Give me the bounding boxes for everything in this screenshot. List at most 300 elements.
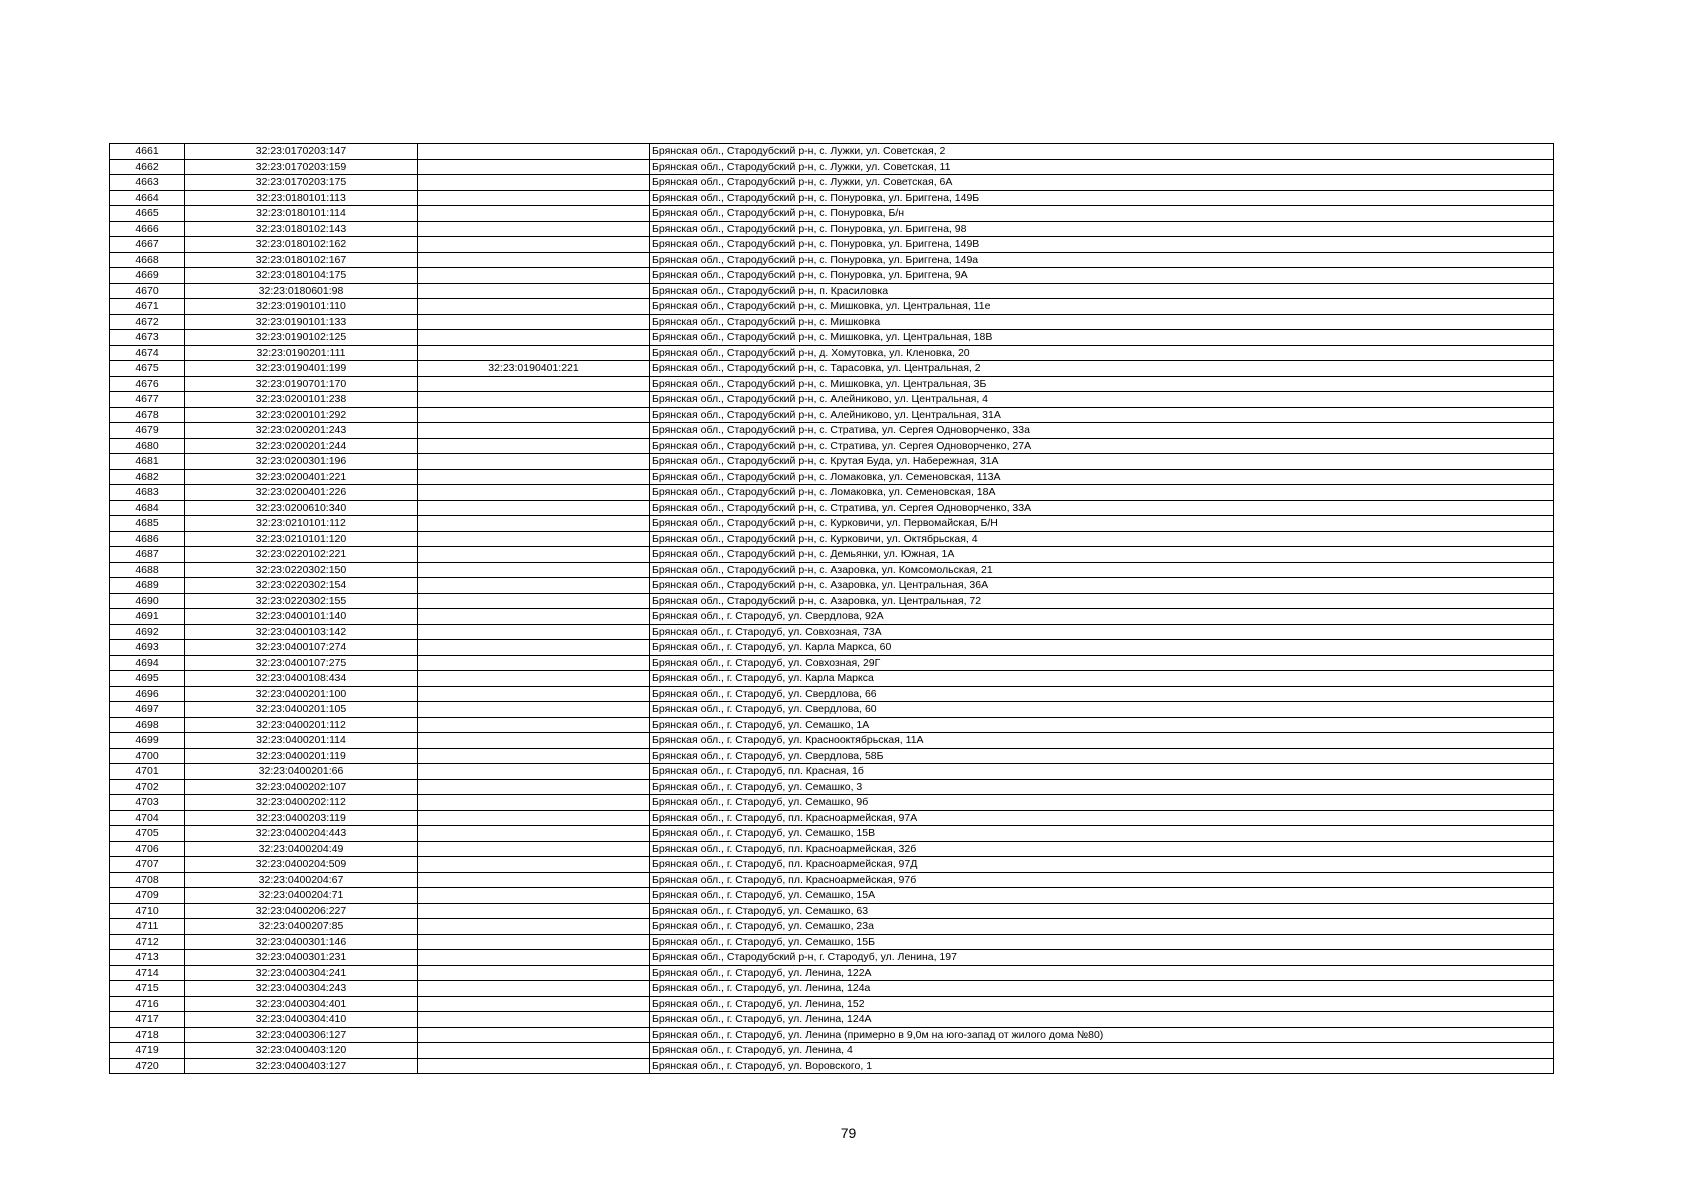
address-cell: Брянская обл., Стародубский р-н, с. Стратива, ул. Сергея Одноворченко, 33А xyxy=(650,500,1554,516)
row-number-cell: 4714 xyxy=(110,965,185,981)
cadastral-number-cell: 32:23:0190102:125 xyxy=(185,330,418,346)
related-cadastral-number-cell xyxy=(418,888,650,904)
address-cell: Брянская обл., г. Стародуб, ул. Свердлова, 58Б xyxy=(650,748,1554,764)
address-cell: Брянская обл., Стародубский р-н, г. Стародуб, ул. Ленина, 197 xyxy=(650,950,1554,966)
table-row xyxy=(110,221,1554,237)
related-cadastral-number-cell xyxy=(418,826,650,842)
cadastral-number-cell: 32:23:0220102:221 xyxy=(185,547,418,563)
cadastral-number-cell: 32:23:0200101:292 xyxy=(185,407,418,423)
row-number-cell: 4689 xyxy=(110,578,185,594)
cadastral-number-cell: 32:23:0400201:114 xyxy=(185,733,418,749)
table-row xyxy=(110,562,1554,578)
table-row xyxy=(110,919,1554,935)
row-number-cell: 4683 xyxy=(110,485,185,501)
address-cell: Брянская обл., г. Стародуб, ул. Свердлова, 66 xyxy=(650,686,1554,702)
row-number-cell: 4671 xyxy=(110,299,185,315)
cadastral-number-cell: 32:23:0400204:71 xyxy=(185,888,418,904)
table-row xyxy=(110,640,1554,656)
cadastral-number-cell: 32:23:0400103:142 xyxy=(185,624,418,640)
address-cell: Брянская обл., Стародубский р-н, с. Тарасовка, ул. Центральная, 2 xyxy=(650,361,1554,377)
cadastral-number-cell: 32:23:0220302:154 xyxy=(185,578,418,594)
row-number-cell: 4675 xyxy=(110,361,185,377)
related-cadastral-number-cell xyxy=(418,609,650,625)
table-row xyxy=(110,516,1554,532)
related-cadastral-number-cell xyxy=(418,407,650,423)
related-cadastral-number-cell xyxy=(418,423,650,439)
cadastral-number-cell: 32:23:0180102:143 xyxy=(185,221,418,237)
related-cadastral-number-cell xyxy=(418,562,650,578)
address-cell: Брянская обл., г. Стародуб, ул. Воровского, 1 xyxy=(650,1058,1554,1074)
row-number-cell: 4670 xyxy=(110,283,185,299)
address-cell: Брянская обл., Стародубский р-н, с. Мишковка, ул. Центральная, 3Б xyxy=(650,376,1554,392)
cadastral-number-cell: 32:23:0400403:127 xyxy=(185,1058,418,1074)
row-number-cell: 4674 xyxy=(110,345,185,361)
table-row xyxy=(110,314,1554,330)
row-number-cell: 4678 xyxy=(110,407,185,423)
address-cell: Брянская обл., г. Стародуб, ул. Семашко, 15А xyxy=(650,888,1554,904)
related-cadastral-number-cell xyxy=(418,810,650,826)
related-cadastral-number-cell xyxy=(418,857,650,873)
row-number-cell: 4666 xyxy=(110,221,185,237)
cadastral-number-cell: 32:23:0400301:146 xyxy=(185,934,418,950)
table-row xyxy=(110,159,1554,175)
cadastral-number-cell: 32:23:0400101:140 xyxy=(185,609,418,625)
table-row xyxy=(110,686,1554,702)
row-number-cell: 4720 xyxy=(110,1058,185,1074)
table-row xyxy=(110,764,1554,780)
related-cadastral-number-cell xyxy=(418,299,650,315)
row-number-cell: 4680 xyxy=(110,438,185,454)
related-cadastral-number-cell xyxy=(418,965,650,981)
address-cell: Брянская обл., Стародубский р-н, д. Хомутовка, ул. Кленовка, 20 xyxy=(650,345,1554,361)
cadastral-number-cell: 32:23:0180101:113 xyxy=(185,190,418,206)
cadastral-number-cell: 32:23:0170203:175 xyxy=(185,175,418,191)
cadastral-number-cell: 32:23:0400201:100 xyxy=(185,686,418,702)
row-number-cell: 4717 xyxy=(110,1012,185,1028)
related-cadastral-number-cell xyxy=(418,764,650,780)
cadastral-number-cell: 32:23:0200201:244 xyxy=(185,438,418,454)
table-row xyxy=(110,717,1554,733)
cadastral-number-cell: 32:23:0400207:85 xyxy=(185,919,418,935)
row-number-cell: 4681 xyxy=(110,454,185,470)
table-row xyxy=(110,578,1554,594)
cadastral-number-cell: 32:23:0170203:159 xyxy=(185,159,418,175)
related-cadastral-number-cell xyxy=(418,206,650,222)
related-cadastral-number-cell xyxy=(418,795,650,811)
row-number-cell: 4707 xyxy=(110,857,185,873)
cadastral-number-cell: 32:23:0210101:120 xyxy=(185,531,418,547)
related-cadastral-number-cell xyxy=(418,1012,650,1028)
address-cell: Брянская обл., г. Стародуб, ул. Семашко, 15Б xyxy=(650,934,1554,950)
row-number-cell: 4696 xyxy=(110,686,185,702)
related-cadastral-number-cell xyxy=(418,438,650,454)
address-cell: Брянская обл., Стародубский р-н, с. Лужки, ул. Советская, 11 xyxy=(650,159,1554,175)
related-cadastral-number-cell xyxy=(418,330,650,346)
table-row xyxy=(110,841,1554,857)
table-row xyxy=(110,1012,1554,1028)
row-number-cell: 4676 xyxy=(110,376,185,392)
address-cell: Брянская обл., г. Стародуб, пл. Красноармейская, 97б xyxy=(650,872,1554,888)
related-cadastral-number-cell xyxy=(418,376,650,392)
cadastral-number-cell: 32:23:0190401:199 xyxy=(185,361,418,377)
related-cadastral-number-cell xyxy=(418,516,650,532)
related-cadastral-number-cell xyxy=(418,531,650,547)
row-number-cell: 4691 xyxy=(110,609,185,625)
row-number-cell: 4704 xyxy=(110,810,185,826)
related-cadastral-number-cell xyxy=(418,640,650,656)
table-row xyxy=(110,1043,1554,1059)
related-cadastral-number-cell xyxy=(418,934,650,950)
table-row xyxy=(110,903,1554,919)
related-cadastral-number-cell xyxy=(418,345,650,361)
table-row xyxy=(110,671,1554,687)
register-table xyxy=(109,143,1554,1074)
cadastral-number-cell: 32:23:0400203:119 xyxy=(185,810,418,826)
address-cell: Брянская обл., г. Стародуб, ул. Ленина, 4 xyxy=(650,1043,1554,1059)
address-cell: Брянская обл., Стародубский р-н, с. Понуровка, ул. Бриггена, 149а xyxy=(650,252,1554,268)
address-cell: Брянская обл., г. Стародуб, ул. Свердлова, 92А xyxy=(650,609,1554,625)
address-cell: Брянская обл., г. Стародуб, пл. Красноармейская, 32б xyxy=(650,841,1554,857)
row-number-cell: 4687 xyxy=(110,547,185,563)
row-number-cell: 4684 xyxy=(110,500,185,516)
cadastral-number-cell: 32:23:0170203:147 xyxy=(185,144,418,160)
cadastral-number-cell: 32:23:0400204:67 xyxy=(185,872,418,888)
related-cadastral-number-cell xyxy=(418,221,650,237)
related-cadastral-number-cell xyxy=(418,903,650,919)
related-cadastral-number-cell xyxy=(418,702,650,718)
row-number-cell: 4711 xyxy=(110,919,185,935)
table-row xyxy=(110,888,1554,904)
table-row xyxy=(110,175,1554,191)
related-cadastral-number-cell xyxy=(418,686,650,702)
address-cell: Брянская обл., г. Стародуб, ул. Ленина, 122А xyxy=(650,965,1554,981)
cadastral-number-cell: 32:23:0400204:443 xyxy=(185,826,418,842)
row-number-cell: 4706 xyxy=(110,841,185,857)
table-row xyxy=(110,593,1554,609)
related-cadastral-number-cell xyxy=(418,283,650,299)
address-cell: Брянская обл., г. Стародуб, ул. Семашко, 63 xyxy=(650,903,1554,919)
table-row xyxy=(110,469,1554,485)
address-cell: Брянская обл., г. Стародуб, пл. Красноармейская, 97Д xyxy=(650,857,1554,873)
row-number-cell: 4719 xyxy=(110,1043,185,1059)
table-row xyxy=(110,547,1554,563)
address-cell: Брянская обл., Стародубский р-н, с. Лужки, ул. Советская, 6А xyxy=(650,175,1554,191)
table-row xyxy=(110,345,1554,361)
page-number: 79 xyxy=(840,1125,857,1141)
row-number-cell: 4702 xyxy=(110,779,185,795)
cadastral-number-cell: 32:23:0180601:98 xyxy=(185,283,418,299)
address-cell: Брянская обл., Стародубский р-н, с. Мишковка, ул. Центральная, 18В xyxy=(650,330,1554,346)
table-row xyxy=(110,810,1554,826)
table-row xyxy=(110,376,1554,392)
row-number-cell: 4700 xyxy=(110,748,185,764)
row-number-cell: 4665 xyxy=(110,206,185,222)
address-cell: Брянская обл., Стародубский р-н, с. Мишковка xyxy=(650,314,1554,330)
related-cadastral-number-cell xyxy=(418,454,650,470)
related-cadastral-number-cell xyxy=(418,500,650,516)
row-number-cell: 4708 xyxy=(110,872,185,888)
row-number-cell: 4694 xyxy=(110,655,185,671)
cadastral-number-cell: 32:23:0400201:119 xyxy=(185,748,418,764)
address-cell: Брянская обл., г. Стародуб, ул. Карла Маркса, 60 xyxy=(650,640,1554,656)
table-row xyxy=(110,407,1554,423)
cadastral-number-cell: 32:23:0180102:162 xyxy=(185,237,418,253)
related-cadastral-number-cell xyxy=(418,1043,650,1059)
address-cell: Брянская обл., г. Стародуб, ул. Совхозная, 29Г xyxy=(650,655,1554,671)
address-cell: Брянская обл., Стародубский р-н, п. Красиловка xyxy=(650,283,1554,299)
cadastral-number-cell: 32:23:0400206:227 xyxy=(185,903,418,919)
address-cell: Брянская обл., Стародубский р-н, с. Лужки, ул. Советская, 2 xyxy=(650,144,1554,160)
address-cell: Брянская обл., г. Стародуб, ул. Ленина, 152 xyxy=(650,996,1554,1012)
cadastral-number-cell: 32:23:0220302:150 xyxy=(185,562,418,578)
row-number-cell: 4695 xyxy=(110,671,185,687)
related-cadastral-number-cell xyxy=(418,1027,650,1043)
related-cadastral-number-cell xyxy=(418,1058,650,1074)
row-number-cell: 4698 xyxy=(110,717,185,733)
table-row xyxy=(110,872,1554,888)
cadastral-number-cell: 32:23:0200610:340 xyxy=(185,500,418,516)
address-cell: Брянская обл., г. Стародуб, ул. Ленина, 124а xyxy=(650,981,1554,997)
address-cell: Брянская обл., г. Стародуб, ул. Ленина, 124А xyxy=(650,1012,1554,1028)
table-row xyxy=(110,392,1554,408)
row-number-cell: 4661 xyxy=(110,144,185,160)
cadastral-number-cell: 32:23:0400107:274 xyxy=(185,640,418,656)
related-cadastral-number-cell xyxy=(418,252,650,268)
row-number-cell: 4699 xyxy=(110,733,185,749)
cadastral-number-cell: 32:23:0400304:401 xyxy=(185,996,418,1012)
row-number-cell: 4688 xyxy=(110,562,185,578)
table-row xyxy=(110,500,1554,516)
row-number-cell: 4710 xyxy=(110,903,185,919)
row-number-cell: 4716 xyxy=(110,996,185,1012)
table-row xyxy=(110,330,1554,346)
related-cadastral-number-cell xyxy=(418,593,650,609)
cadastral-number-cell: 32:23:0200401:221 xyxy=(185,469,418,485)
cadastral-number-cell: 32:23:0400201:105 xyxy=(185,702,418,718)
related-cadastral-number-cell xyxy=(418,268,650,284)
table-row xyxy=(110,733,1554,749)
row-number-cell: 4664 xyxy=(110,190,185,206)
cadastral-number-cell: 32:23:0400202:107 xyxy=(185,779,418,795)
table-row xyxy=(110,252,1554,268)
table-row xyxy=(110,981,1554,997)
table-row xyxy=(110,283,1554,299)
table-row xyxy=(110,190,1554,206)
cadastral-number-cell: 32:23:0180102:167 xyxy=(185,252,418,268)
related-cadastral-number-cell xyxy=(418,159,650,175)
related-cadastral-number-cell xyxy=(418,655,650,671)
row-number-cell: 4715 xyxy=(110,981,185,997)
register-table-body xyxy=(110,144,1554,1074)
address-cell: Брянская обл., Стародубский р-н, с. Понуровка, ул. Бриггена, 149В xyxy=(650,237,1554,253)
row-number-cell: 4712 xyxy=(110,934,185,950)
cadastral-number-cell: 32:23:0400107:275 xyxy=(185,655,418,671)
address-cell: Брянская обл., Стародубский р-н, с. Крутая Буда, ул. Набережная, 31А xyxy=(650,454,1554,470)
related-cadastral-number-cell xyxy=(418,469,650,485)
row-number-cell: 4679 xyxy=(110,423,185,439)
row-number-cell: 4705 xyxy=(110,826,185,842)
related-cadastral-number-cell xyxy=(418,671,650,687)
row-number-cell: 4686 xyxy=(110,531,185,547)
address-cell: Брянская обл., г. Стародуб, ул. Семашко, 15В xyxy=(650,826,1554,842)
table-row xyxy=(110,361,1554,377)
row-number-cell: 4693 xyxy=(110,640,185,656)
row-number-cell: 4690 xyxy=(110,593,185,609)
address-cell: Брянская обл., Стародубский р-н, с. Азаровка, ул. Комсомольская, 21 xyxy=(650,562,1554,578)
address-cell: Брянская обл., г. Стародуб, пл. Красноармейская, 97А xyxy=(650,810,1554,826)
cadastral-number-cell: 32:23:0400304:410 xyxy=(185,1012,418,1028)
address-cell: Брянская обл., Стародубский р-н, с. Алейниково, ул. Центральная, 31А xyxy=(650,407,1554,423)
address-cell: Брянская обл., Стародубский р-н, с. Стратива, ул. Сергея Одноворченко, 33а xyxy=(650,423,1554,439)
row-number-cell: 4667 xyxy=(110,237,185,253)
cadastral-number-cell: 32:23:0400201:112 xyxy=(185,717,418,733)
row-number-cell: 4713 xyxy=(110,950,185,966)
row-number-cell: 4718 xyxy=(110,1027,185,1043)
related-cadastral-number-cell xyxy=(418,578,650,594)
related-cadastral-number-cell xyxy=(418,950,650,966)
table-row xyxy=(110,1027,1554,1043)
related-cadastral-number-cell xyxy=(418,748,650,764)
row-number-cell: 4662 xyxy=(110,159,185,175)
table-row xyxy=(110,268,1554,284)
table-row xyxy=(110,702,1554,718)
table-row xyxy=(110,965,1554,981)
address-cell: Брянская обл., г. Стародуб, ул. Свердлова, 60 xyxy=(650,702,1554,718)
related-cadastral-number-cell xyxy=(418,175,650,191)
cadastral-number-cell: 32:23:0400304:243 xyxy=(185,981,418,997)
row-number-cell: 4668 xyxy=(110,252,185,268)
row-number-cell: 4672 xyxy=(110,314,185,330)
row-number-cell: 4669 xyxy=(110,268,185,284)
row-number-cell: 4692 xyxy=(110,624,185,640)
row-number-cell: 4685 xyxy=(110,516,185,532)
cadastral-number-cell: 32:23:0400108:434 xyxy=(185,671,418,687)
cadastral-number-cell: 32:23:0180104:175 xyxy=(185,268,418,284)
address-cell: Брянская обл., Стародубский р-н, с. Мишковка, ул. Центральная, 11е xyxy=(650,299,1554,315)
address-cell: Брянская обл., Стародубский р-н, с. Азаровка, ул. Центральная, 36А xyxy=(650,578,1554,594)
related-cadastral-number-cell xyxy=(418,190,650,206)
row-number-cell: 4663 xyxy=(110,175,185,191)
cadastral-number-cell: 32:23:0210101:112 xyxy=(185,516,418,532)
related-cadastral-number-cell: 32:23:0190401:221 xyxy=(418,361,650,377)
related-cadastral-number-cell xyxy=(418,872,650,888)
table-row xyxy=(110,857,1554,873)
cadastral-number-cell: 32:23:0400304:241 xyxy=(185,965,418,981)
related-cadastral-number-cell xyxy=(418,996,650,1012)
cadastral-number-cell: 32:23:0200301:196 xyxy=(185,454,418,470)
related-cadastral-number-cell xyxy=(418,547,650,563)
row-number-cell: 4701 xyxy=(110,764,185,780)
cadastral-number-cell: 32:23:0190201:111 xyxy=(185,345,418,361)
row-number-cell: 4677 xyxy=(110,392,185,408)
table-row xyxy=(110,826,1554,842)
related-cadastral-number-cell xyxy=(418,144,650,160)
cadastral-number-cell: 32:23:0200101:238 xyxy=(185,392,418,408)
related-cadastral-number-cell xyxy=(418,624,650,640)
address-cell: Брянская обл., Стародубский р-н, с. Ломаковка, ул. Семеновская, 113А xyxy=(650,469,1554,485)
table-row xyxy=(110,237,1554,253)
cadastral-number-cell: 32:23:0190701:170 xyxy=(185,376,418,392)
table-row xyxy=(110,795,1554,811)
table-row xyxy=(110,950,1554,966)
address-cell: Брянская обл., г. Стародуб, ул. Краснооктябрьская, 11А xyxy=(650,733,1554,749)
address-cell: Брянская обл., г. Стародуб, ул. Семашко, 3 xyxy=(650,779,1554,795)
row-number-cell: 4682 xyxy=(110,469,185,485)
related-cadastral-number-cell xyxy=(418,981,650,997)
address-cell: Брянская обл., г. Стародуб, ул. Семашко, 9б xyxy=(650,795,1554,811)
address-cell: Брянская обл., Стародубский р-н, с. Понуровка, Б/н xyxy=(650,206,1554,222)
address-cell: Брянская обл., г. Стародуб, ул. Ленина (примерно в 9,0м на юго-запад от жилого дома №80) xyxy=(650,1027,1554,1043)
cadastral-number-cell: 32:23:0400204:49 xyxy=(185,841,418,857)
related-cadastral-number-cell xyxy=(418,779,650,795)
address-cell: Брянская обл., г. Стародуб, ул. Семашко, 1А xyxy=(650,717,1554,733)
cadastral-number-cell: 32:23:0400204:509 xyxy=(185,857,418,873)
table-row xyxy=(110,438,1554,454)
table-row xyxy=(110,206,1554,222)
address-cell: Брянская обл., Стародубский р-н, с. Демьянки, ул. Южная, 1А xyxy=(650,547,1554,563)
address-cell: Брянская обл., г. Стародуб, ул. Семашко, 23а xyxy=(650,919,1554,935)
row-number-cell: 4673 xyxy=(110,330,185,346)
address-cell: Брянская обл., Стародубский р-н, с. Курковичи, ул. Первомайская, Б/Н xyxy=(650,516,1554,532)
address-cell: Брянская обл., Стародубский р-н, с. Понуровка, ул. Бриггена, 9А xyxy=(650,268,1554,284)
related-cadastral-number-cell xyxy=(418,841,650,857)
cadastral-number-cell: 32:23:0220302:155 xyxy=(185,593,418,609)
table-row xyxy=(110,934,1554,950)
table-row xyxy=(110,624,1554,640)
cadastral-number-cell: 32:23:0400202:112 xyxy=(185,795,418,811)
cadastral-number-cell: 32:23:0180101:114 xyxy=(185,206,418,222)
related-cadastral-number-cell xyxy=(418,392,650,408)
related-cadastral-number-cell xyxy=(418,717,650,733)
cadastral-number-cell: 32:23:0190101:133 xyxy=(185,314,418,330)
address-cell: Брянская обл., г. Стародуб, ул. Карла Маркса xyxy=(650,671,1554,687)
table-row xyxy=(110,779,1554,795)
table-row xyxy=(110,423,1554,439)
related-cadastral-number-cell xyxy=(418,919,650,935)
table-row xyxy=(110,609,1554,625)
cadastral-number-cell: 32:23:0400301:231 xyxy=(185,950,418,966)
table-row xyxy=(110,655,1554,671)
related-cadastral-number-cell xyxy=(418,733,650,749)
table-row xyxy=(110,996,1554,1012)
cadastral-number-cell: 32:23:0190101:110 xyxy=(185,299,418,315)
related-cadastral-number-cell xyxy=(418,237,650,253)
address-cell: Брянская обл., Стародубский р-н, с. Стратива, ул. Сергея Одноворченко, 27А xyxy=(650,438,1554,454)
address-cell: Брянская обл., г. Стародуб, пл. Красная, 1б xyxy=(650,764,1554,780)
address-cell: Брянская обл., Стародубский р-н, с. Понуровка, ул. Бриггена, 149Б xyxy=(650,190,1554,206)
row-number-cell: 4697 xyxy=(110,702,185,718)
address-cell: Брянская обл., Стародубский р-н, с. Курковичи, ул. Октябрьская, 4 xyxy=(650,531,1554,547)
related-cadastral-number-cell xyxy=(418,314,650,330)
row-number-cell: 4709 xyxy=(110,888,185,904)
table-row xyxy=(110,454,1554,470)
address-cell: Брянская обл., Стародубский р-н, с. Ломаковка, ул. Семеновская, 18А xyxy=(650,485,1554,501)
table-row xyxy=(110,748,1554,764)
address-cell: Брянская обл., Стародубский р-н, с. Понуровка, ул. Бриггена, 98 xyxy=(650,221,1554,237)
cadastral-number-cell: 32:23:0400403:120 xyxy=(185,1043,418,1059)
cadastral-number-cell: 32:23:0400201:66 xyxy=(185,764,418,780)
address-cell: Брянская обл., Стародубский р-н, с. Алейниково, ул. Центральная, 4 xyxy=(650,392,1554,408)
table-row xyxy=(110,1058,1554,1074)
table-row xyxy=(110,299,1554,315)
table-row xyxy=(110,144,1554,160)
address-cell: Брянская обл., Стародубский р-н, с. Азаровка, ул. Центральная, 72 xyxy=(650,593,1554,609)
cadastral-number-cell: 32:23:0200401:226 xyxy=(185,485,418,501)
cadastral-number-cell: 32:23:0400306:127 xyxy=(185,1027,418,1043)
address-cell: Брянская обл., г. Стародуб, ул. Совхозная, 73А xyxy=(650,624,1554,640)
cadastral-number-cell: 32:23:0200201:243 xyxy=(185,423,418,439)
table-row xyxy=(110,485,1554,501)
